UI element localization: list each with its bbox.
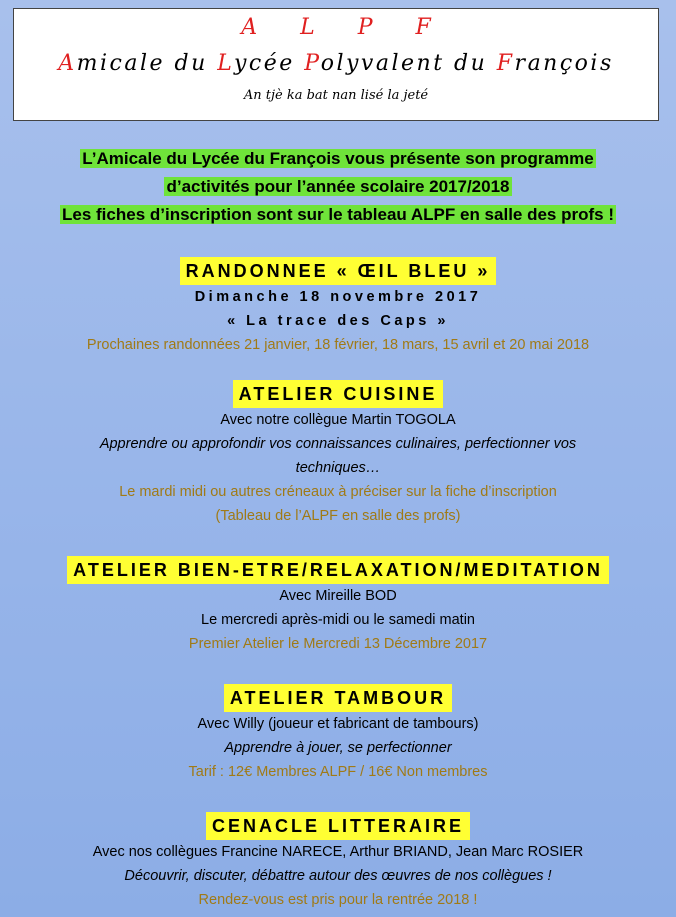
name-part: P	[304, 51, 321, 76]
intro-block	[0, 145, 676, 229]
randonnee-next: Prochaines randonnées 21 janvier, 18 février, 18 mars, 15 avril et 20 mai 2018	[86, 337, 590, 353]
randonnee-title: RANDONNEE « ŒIL BLEU »	[180, 257, 497, 285]
tambour-section	[0, 684, 676, 784]
bienetre-title: ATELIER BIEN-ETRE/RELAXATION/MEDITATION	[67, 556, 609, 584]
intro-line: Les fiches d’inscription sont sur le tableau ALPF en salle des profs !	[62, 205, 614, 224]
name-part: olyvalent du	[320, 51, 497, 76]
cenacle-when: Rendez-vous est pris pour la rentrée 2018 !	[198, 892, 478, 908]
tambour-with: Avec Willy (joueur et fabricant de tambours)	[197, 716, 479, 732]
randonnee-date: Dimanche 18 novembre 2017	[194, 289, 482, 305]
bienetre-when: Le mercredi après-midi ou le samedi matin	[201, 612, 475, 628]
name-part: L	[217, 51, 234, 76]
bienetre-section	[0, 556, 676, 656]
name-part: ycée	[234, 51, 305, 76]
cuisine-with: Avec notre collègue Martin TOGOLA	[220, 412, 456, 428]
cuisine-where: (Tableau de l’ALPF en salle des profs)	[215, 508, 461, 524]
tambour-title: ATELIER TAMBOUR	[224, 684, 452, 712]
cuisine-when: Le mardi midi ou autres créneaux à préciser sur la fiche d’inscription	[119, 484, 557, 500]
cuisine-desc: Apprendre ou approfondir vos connaissances culinaires, perfectionner vos	[99, 436, 577, 452]
cuisine-title: ATELIER CUISINE	[233, 380, 444, 408]
cuisine-section	[0, 380, 676, 528]
cenacle-desc: Découvrir, discuter, débattre autour des œuvres de nos collègues !	[124, 868, 552, 884]
randonnee-trace: « La trace des Caps »	[227, 313, 449, 329]
cenacle-title: CENACLE LITTERAIRE	[206, 812, 470, 840]
intro-line: L’Amicale du Lycée du François vous présente son programme	[82, 149, 594, 168]
name-part: rançois	[514, 51, 614, 76]
randonnee-section	[0, 257, 676, 357]
name-part: micale du	[76, 51, 218, 76]
cenacle-with: Avec nos collègues Francine NARECE, Arthur BRIAND, Jean Marc ROSIER	[92, 844, 584, 860]
name-part: A	[58, 51, 77, 76]
bienetre-first: Premier Atelier le Mercredi 13 Décembre 2017	[188, 636, 488, 652]
motto: An tjè ka bat nan lisé la jeté	[243, 88, 429, 103]
bienetre-with: Avec Mireille BOD	[279, 588, 397, 604]
cenacle-section	[0, 812, 676, 912]
tambour-desc: Apprendre à jouer, se perfectionner	[224, 740, 452, 756]
cuisine-desc-cont: techniques…	[295, 460, 381, 476]
association-name	[14, 51, 658, 76]
tambour-price: Tarif : 12€ Membres ALPF / 16€ Non membres	[188, 764, 488, 780]
alpf-acronym: A L P F	[241, 15, 449, 40]
name-part: F	[496, 51, 515, 76]
header-box	[13, 8, 659, 121]
intro-line: d’activités pour l’année scolaire 2017/2018	[166, 177, 510, 196]
